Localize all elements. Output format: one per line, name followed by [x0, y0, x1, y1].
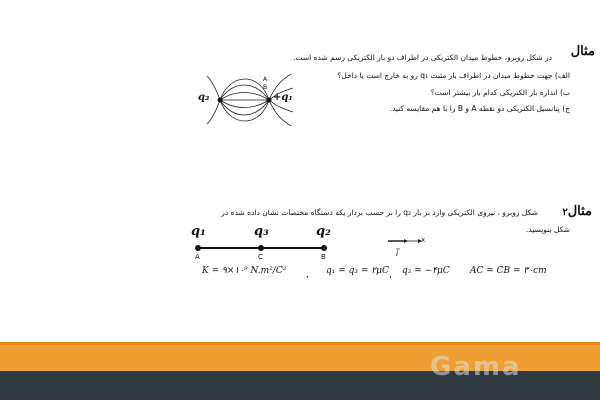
charge-q1-point — [195, 245, 201, 251]
example1-question-a: الف) جهت خطوط میدان در اطراف بار مثبت q₁ رو به خارج است یا داخل؟ — [337, 71, 570, 80]
formula-coulomb-constant: K = ۹×۱۰⁹ N.m²/C² — [202, 266, 287, 276]
unit-vector-label: i — [396, 249, 399, 258]
unit-vector-axis — [384, 236, 434, 266]
charge-q1-dot — [267, 98, 272, 103]
label-point-a2: A — [195, 253, 200, 261]
example1-question-c: ج) پتانسیل الکتریکی دو نقطه A و B را با هم مقایسه کنید. — [389, 104, 570, 113]
label-q2: q₂ — [198, 92, 210, 103]
label-charge-q2: q₂ — [316, 224, 331, 239]
formula-separator-1: , — [306, 270, 309, 280]
example1-intro: در شکل روبرو، خطوط میدان الکتریکی در اطراف دو بار الکتریکی رسم شده است. — [293, 53, 552, 62]
label-point-c: C — [258, 253, 263, 261]
charge-q2-dot — [218, 98, 223, 103]
charge-q3-point — [258, 245, 264, 251]
label-q1: +q₁ — [273, 92, 293, 103]
example2-title-text: مثال — [567, 204, 592, 219]
label-point-a: A — [263, 76, 268, 83]
axis-x-label: x — [421, 236, 426, 244]
label-point-b: B — [263, 84, 268, 91]
formula-q2: q₂ = −۴μC — [402, 266, 450, 276]
gama-logo: Gama — [430, 352, 522, 382]
example2-title — [548, 204, 592, 219]
label-charge-q1: q₁ — [191, 224, 206, 239]
formula-separator-2: , — [389, 270, 392, 280]
example1-title: مثال — [570, 44, 595, 59]
charges-line-diagram — [188, 238, 338, 260]
example2-intro-line1: شکل روبرو ، نیروی الکتریکی وارد بر بار q₂ را بر حسب بردار یکه دستگاه مختصات نشان داده شده در — [221, 208, 538, 217]
formula-distances: AC = CB = ۳۰cm — [470, 266, 547, 276]
example2-title-number: ۲ — [562, 207, 568, 218]
label-charge-q3: q₃ — [254, 224, 269, 239]
example1-question-b: ب) اندازه بار الکتریکی کدام بار بیشتر است؟ — [430, 88, 570, 97]
label-point-b2: B — [321, 253, 326, 261]
charge-q2-point — [321, 245, 327, 251]
formula-q1-q3: q₁ = q₃ = ۲μC — [326, 266, 389, 276]
example2-intro-line2: شکل بنویسید. — [525, 225, 570, 234]
